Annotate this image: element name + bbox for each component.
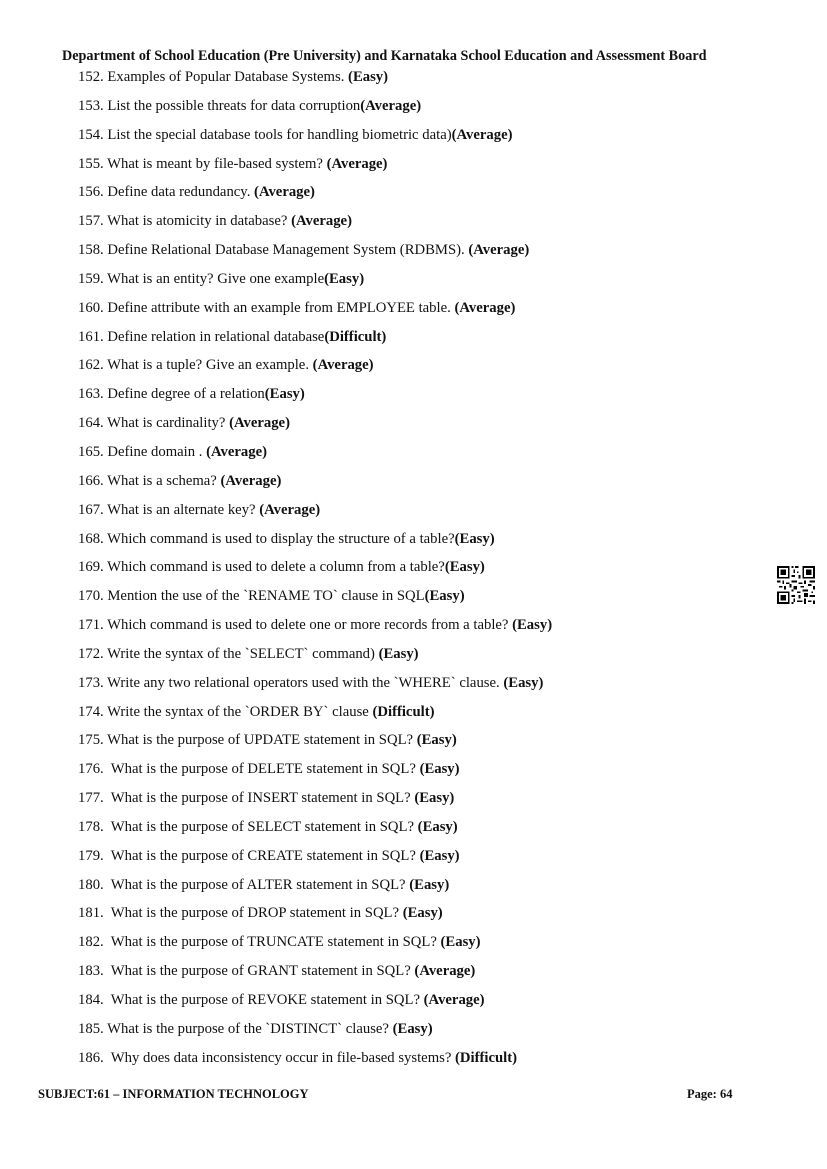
question-list xyxy=(78,67,552,1077)
question-number: 185. xyxy=(78,1020,104,1037)
question-item xyxy=(78,298,552,327)
question-item xyxy=(78,529,552,558)
question-item xyxy=(78,903,552,932)
question-number: 158. xyxy=(78,242,104,259)
difficulty-label: (Easy) xyxy=(392,1020,433,1037)
question-text: Which command is used to display the structure of a table? xyxy=(107,530,455,547)
question-text: What is the purpose of DELETE statement in SQL? xyxy=(107,761,420,778)
question-item xyxy=(78,875,552,904)
question-text: What is meant by file-based system? xyxy=(107,155,327,172)
question-item xyxy=(78,788,552,817)
question-number: 163. xyxy=(78,386,104,403)
question-number: 152. xyxy=(78,69,104,85)
difficulty-label: (Average) xyxy=(206,443,267,460)
question-number: 159. xyxy=(78,270,104,287)
question-item xyxy=(78,846,552,875)
difficulty-label: (Easy) xyxy=(419,847,460,864)
question-text: Write the syntax of the `SELECT` command) xyxy=(107,645,379,662)
question-number: 173. xyxy=(78,674,104,691)
question-item xyxy=(78,673,552,702)
question-item xyxy=(78,211,552,240)
question-item xyxy=(78,413,552,442)
question-number: 178. xyxy=(78,818,104,835)
question-text: What is a schema? xyxy=(107,472,221,489)
difficulty-label: (Average) xyxy=(423,992,485,1008)
question-number: 177. xyxy=(78,790,104,807)
difficulty-label: (Average) xyxy=(254,184,315,201)
question-item xyxy=(78,1048,552,1077)
question-text: Write any two relational operators used with the `WHERE` clause. xyxy=(107,674,504,691)
difficulty-label: (Difficult) xyxy=(372,703,435,720)
difficulty-label: (Average) xyxy=(451,126,513,143)
difficulty-label: (Easy) xyxy=(416,732,457,749)
question-text: What is an entity? Give one example xyxy=(107,270,325,287)
question-item xyxy=(78,500,552,529)
question-number: 174. xyxy=(78,703,104,720)
question-number: 172. xyxy=(78,645,104,662)
question-number: 180. xyxy=(78,876,104,893)
qr-code-icon xyxy=(776,566,816,604)
question-text: Which command is used to delete a column from a table? xyxy=(107,559,445,576)
page-header: Department of School Education (Pre University) and Karnataka School Education and Assessment Board xyxy=(62,48,707,64)
question-text: What is the purpose of INSERT statement in SQL? xyxy=(107,790,415,807)
difficulty-label: (Average) xyxy=(312,357,374,374)
difficulty-label: (Easy) xyxy=(440,934,481,951)
question-number: 171. xyxy=(78,617,104,634)
question-number: 160. xyxy=(78,299,104,316)
question-text: Which command is used to delete one or more records from a table? xyxy=(107,617,513,634)
difficulty-label: (Easy) xyxy=(419,761,460,778)
difficulty-label: (Average) xyxy=(468,242,530,259)
question-text: What is the purpose of CREATE statement in SQL? xyxy=(107,847,420,864)
difficulty-label: (Easy) xyxy=(414,790,455,807)
question-number: 167. xyxy=(78,501,104,518)
difficulty-label: (Easy) xyxy=(444,559,485,576)
question-number: 166. xyxy=(78,472,104,489)
difficulty-label: (Easy) xyxy=(264,386,305,403)
question-item xyxy=(78,269,552,298)
difficulty-label: (Easy) xyxy=(424,588,465,605)
question-number: 175. xyxy=(78,732,104,749)
question-text: Examples of Popular Database Systems. xyxy=(107,69,349,85)
difficulty-label: (Easy) xyxy=(512,617,553,634)
question-number: 162. xyxy=(78,357,104,374)
footer-page-number: Page: 64 xyxy=(687,1087,733,1101)
question-text: Write the syntax of the `ORDER BY` clause xyxy=(107,703,373,720)
difficulty-label: (Easy) xyxy=(454,530,495,547)
footer-subject: SUBJECT:61 – INFORMATION TECHNOLOGY xyxy=(38,1087,309,1101)
question-item xyxy=(78,125,552,154)
question-text: What is the purpose of REVOKE statement in SQL? xyxy=(107,992,424,1008)
question-item xyxy=(78,730,552,759)
question-text: Define degree of a relation xyxy=(107,386,265,403)
question-number: 179. xyxy=(78,847,104,864)
question-item xyxy=(78,817,552,846)
question-item xyxy=(78,557,552,586)
question-number: 168. xyxy=(78,530,104,547)
question-text: Define data redundancy. xyxy=(107,184,255,201)
question-text: What is the purpose of the `DISTINCT` clause? xyxy=(107,1020,393,1037)
difficulty-label: (Average) xyxy=(414,963,476,980)
question-text: What is the purpose of SELECT statement in SQL? xyxy=(107,818,418,835)
question-number: 156. xyxy=(78,184,104,201)
question-text: What is an alternate key? xyxy=(107,501,260,518)
question-number: 169. xyxy=(78,559,104,576)
question-item xyxy=(78,384,552,413)
question-item xyxy=(78,327,552,356)
difficulty-label: (Average) xyxy=(291,213,352,230)
question-item xyxy=(78,67,552,96)
difficulty-label: (Average) xyxy=(454,299,516,316)
question-item xyxy=(78,355,552,384)
question-item xyxy=(78,961,552,990)
question-item xyxy=(78,932,552,961)
question-item xyxy=(78,471,552,500)
question-text: Define domain . xyxy=(107,443,207,460)
question-text: Define relation in relational database xyxy=(107,328,325,345)
difficulty-label: (Average) xyxy=(360,97,422,114)
question-item xyxy=(78,702,552,731)
question-text: Mention the use of the `RENAME TO` clause in SQL xyxy=(107,588,425,605)
question-number: 186. xyxy=(78,1049,104,1066)
question-number: 164. xyxy=(78,415,104,432)
question-number: 161. xyxy=(78,328,104,345)
question-number: 154. xyxy=(78,126,104,143)
difficulty-label: (Average) xyxy=(326,155,388,172)
question-item xyxy=(78,586,552,615)
difficulty-label: (Average) xyxy=(229,415,290,432)
difficulty-label: (Difficult) xyxy=(455,1049,518,1066)
question-text: What is the purpose of GRANT statement in SQL? xyxy=(107,963,415,980)
question-text: Define attribute with an example from EMPLOYEE table. xyxy=(107,299,455,316)
question-text: List the special database tools for handling biometric data) xyxy=(107,126,452,143)
question-number: 182. xyxy=(78,934,104,951)
difficulty-label: (Easy) xyxy=(324,270,365,287)
question-number: 170. xyxy=(78,588,104,605)
question-item xyxy=(78,759,552,788)
question-item xyxy=(78,644,552,673)
question-text: What is the purpose of DROP statement in SQL? xyxy=(107,905,403,922)
difficulty-label: (Easy) xyxy=(348,69,389,85)
question-number: 184. xyxy=(78,992,104,1008)
difficulty-label: (Difficult) xyxy=(324,328,387,345)
question-text: What is the purpose of ALTER statement in SQL? xyxy=(107,876,410,893)
difficulty-label: (Easy) xyxy=(378,645,419,662)
difficulty-label: (Average) xyxy=(220,472,282,489)
question-item xyxy=(78,615,552,644)
question-text: What is the purpose of UPDATE statement in SQL? xyxy=(107,732,417,749)
question-number: 181. xyxy=(78,905,104,922)
question-text: List the possible threats for data corruption xyxy=(107,97,361,114)
question-item xyxy=(78,240,552,269)
question-number: 183. xyxy=(78,963,104,980)
question-number: 165. xyxy=(78,443,104,460)
question-number: 155. xyxy=(78,155,104,172)
difficulty-label: (Easy) xyxy=(503,674,544,691)
difficulty-label: (Easy) xyxy=(409,876,450,893)
question-item xyxy=(78,1019,552,1048)
difficulty-label: (Easy) xyxy=(417,818,458,835)
question-item xyxy=(78,990,552,1019)
question-item xyxy=(78,154,552,183)
question-number: 176. xyxy=(78,761,104,778)
question-text: Why does data inconsistency occur in file-based systems? xyxy=(107,1049,456,1066)
question-item xyxy=(78,182,552,211)
question-item xyxy=(78,442,552,471)
question-text: What is atomicity in database? xyxy=(107,213,292,230)
question-text: What is the purpose of TRUNCATE statement in SQL? xyxy=(107,934,441,951)
question-item xyxy=(78,96,552,125)
question-text: What is cardinality? xyxy=(107,415,230,432)
question-number: 157. xyxy=(78,213,104,230)
question-text: Define Relational Database Management System (RDBMS). xyxy=(107,242,469,259)
question-number: 153. xyxy=(78,97,104,114)
difficulty-label: (Average) xyxy=(259,501,321,518)
difficulty-label: (Easy) xyxy=(402,905,443,922)
question-text: What is a tuple? Give an example. xyxy=(107,357,313,374)
